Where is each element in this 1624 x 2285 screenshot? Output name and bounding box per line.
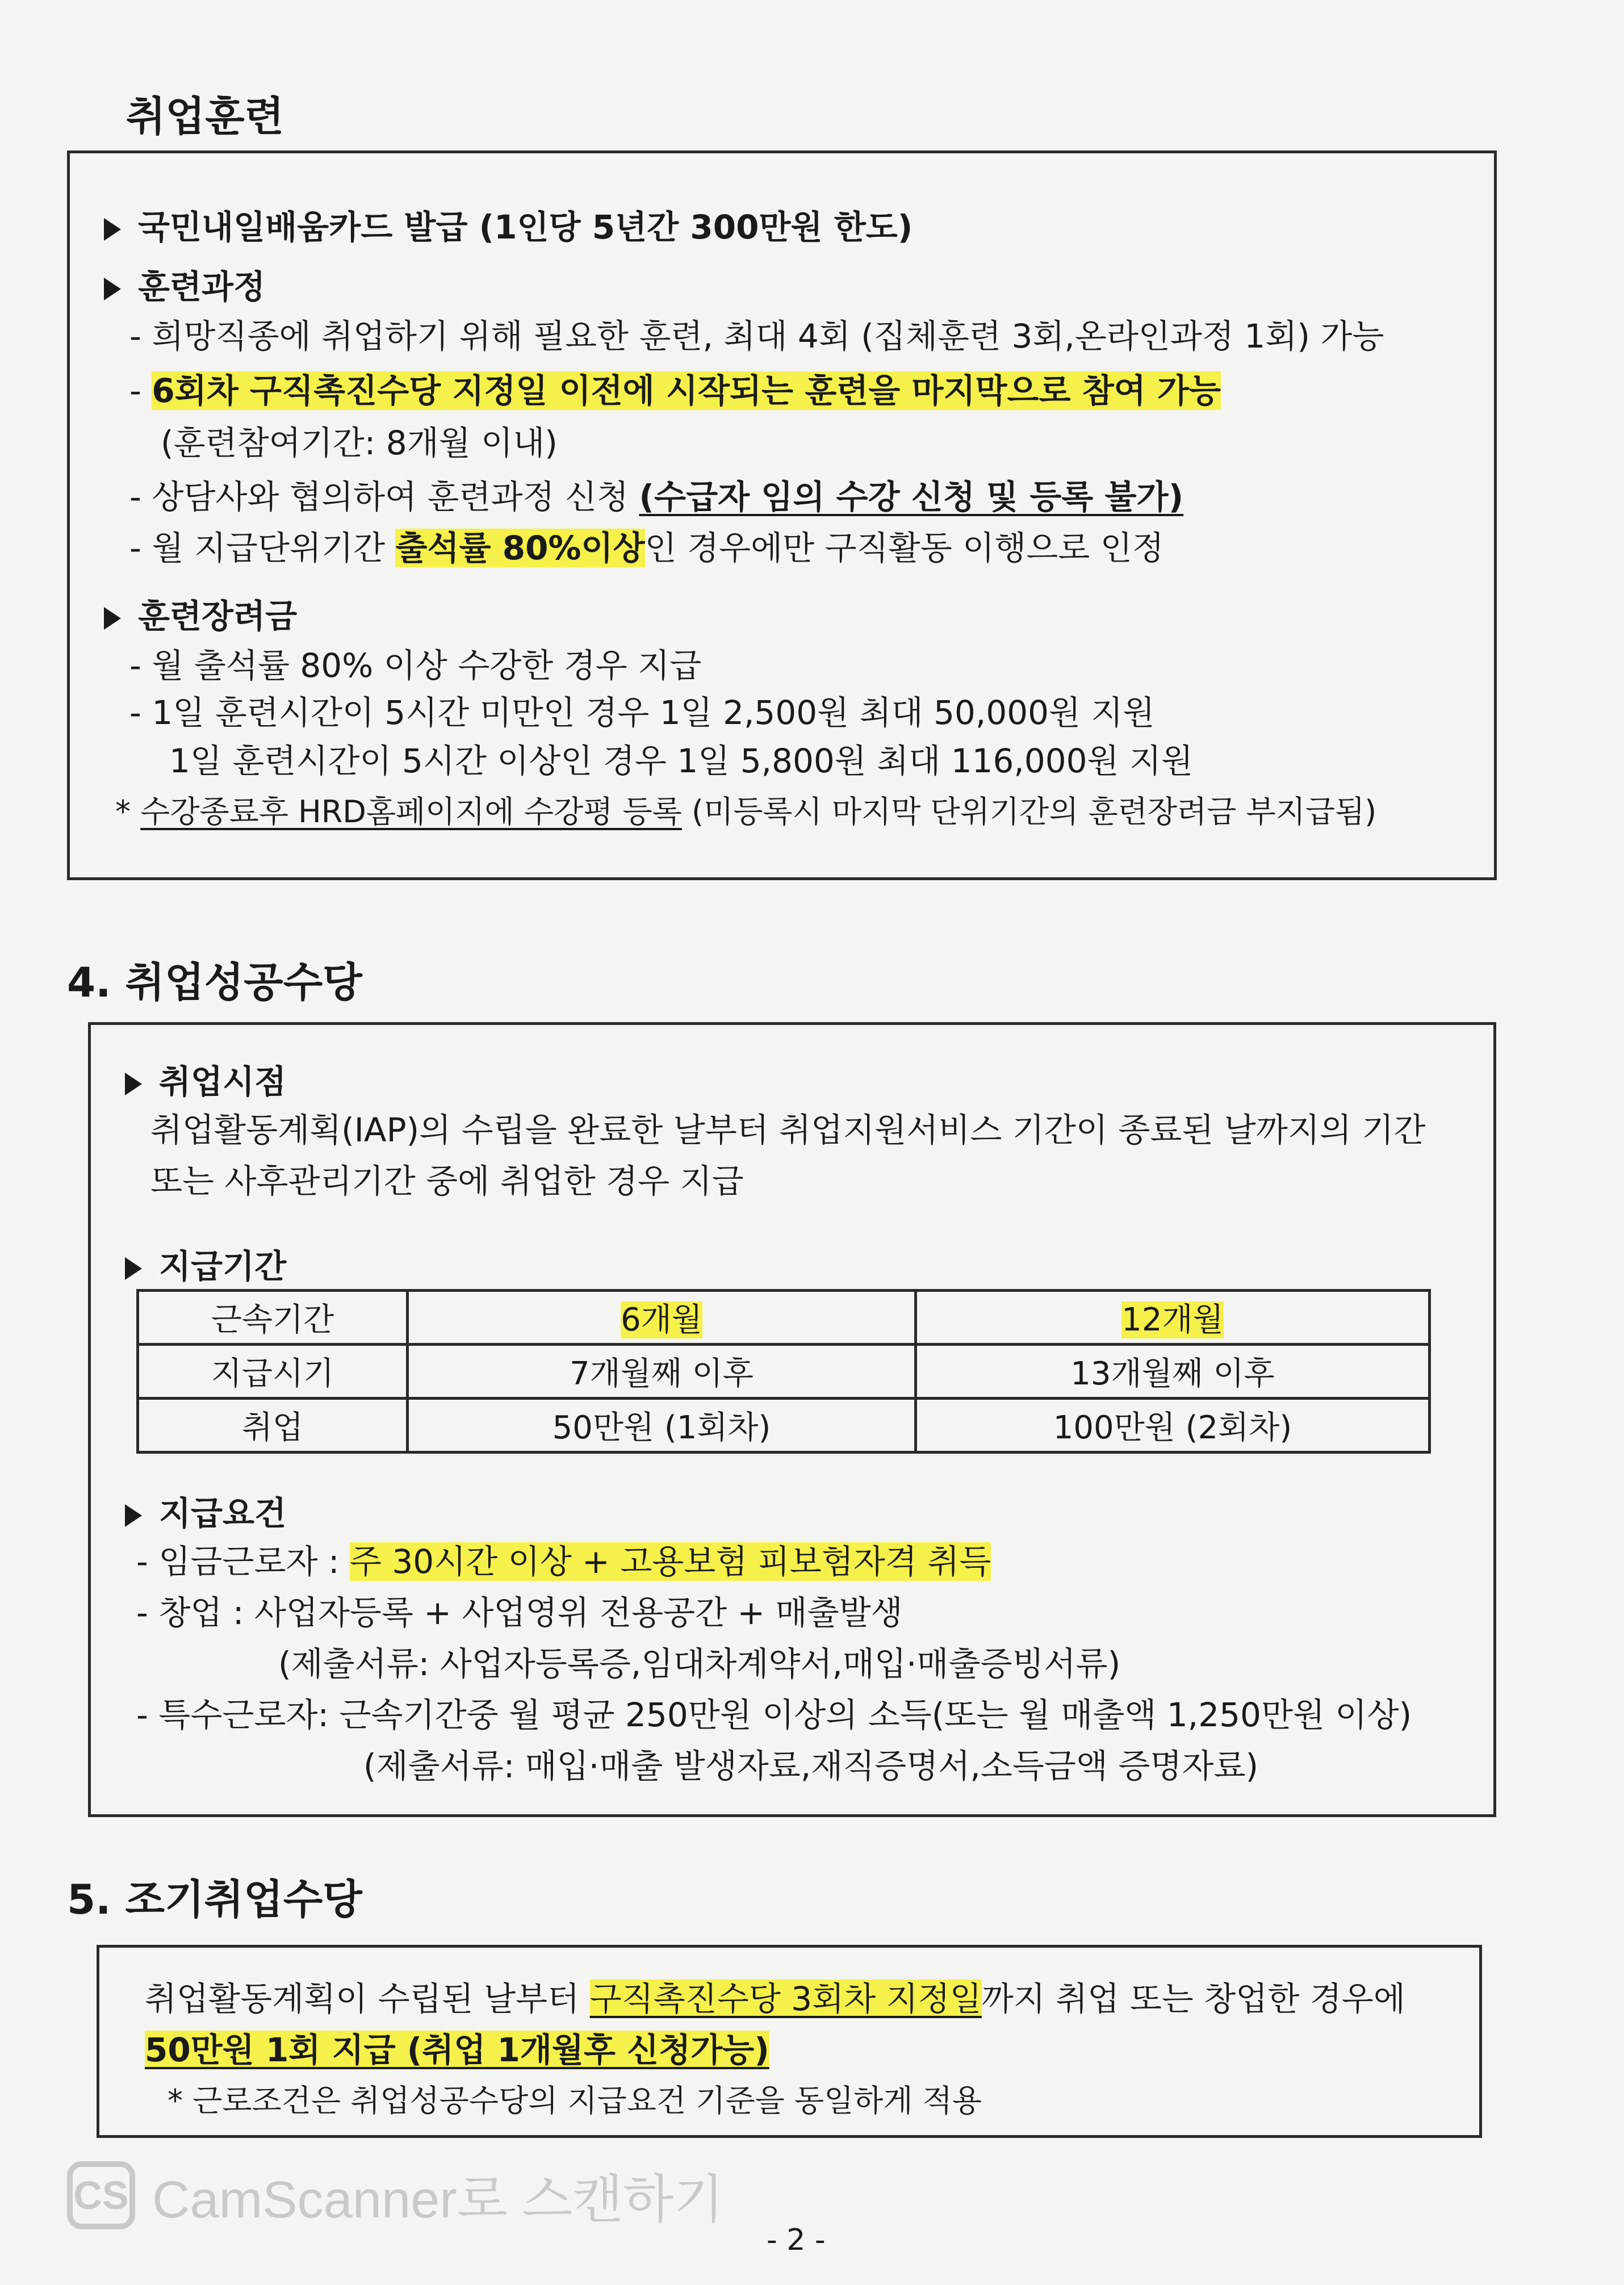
early-note: * 근로조건은 취업성공수당의 지급요건 기준을 동일하게 적용 [168,2083,982,2119]
underline-no-self-enrollment: (수급자 임의 수강 신청 및 등록 불가) [639,478,1184,516]
table-cell: 7개월째 이후 [408,1345,916,1399]
requirement-line-2: - 창업 : 사업자등록 + 사업영위 전용공간 + 매출발생 [136,1593,903,1632]
course-line-1: - 희망직종에 취업하기 위해 필요한 훈련, 최대 4회 (집체훈련 3회,온라인과정 1회) 가능 [129,317,1384,355]
section4-box [88,1022,1496,1817]
section5-box [97,1945,1482,2138]
camscanner-watermark: CS CamScanner로 스캔하기 [67,2158,724,2233]
bullet-triangle-icon [125,1257,142,1280]
highlight-6-months: 6개월 [621,1301,702,1338]
requirement-line-5: (제출서류: 매입·매출 발생자료,재직증명서,소득금액 증명자료) [363,1747,1259,1785]
early-line-2 [145,2027,769,2073]
section3-title: 취업훈련 [126,93,284,140]
table-cell: 13개월째 이후 [916,1345,1430,1399]
period-heading: 지급기간 [125,1244,286,1289]
page-number: - 2 - [767,2223,826,2257]
table-row [138,1345,1430,1399]
section3-box [67,150,1497,880]
table-cell [916,1291,1430,1345]
highlight-3rd-payment: 구직촉진수당 3회차 지정일 [589,1980,982,2018]
timing-line-2: 또는 사후관리기간 중에 취업한 경우 지급 [150,1162,744,1200]
requirement-line-3: (제출서류: 사업자등록증,임대차계약서,매입·매출증빙서류) [278,1644,1121,1683]
requirement-heading: 지급요건 [125,1491,286,1536]
bullet-triangle-icon [104,607,121,630]
table-row [138,1399,1430,1453]
course-line-4: - 상담사와 협의하여 훈련과정 신청 (수급자 임의 수강 신청 및 등록 불가) [129,478,1184,516]
allowance-line-3: 1일 훈련시간이 5시간 이상인 경우 1일 5,800원 최대 116,000원 지원 [169,742,1194,780]
payment-table [136,1289,1431,1454]
allowance-line-2: - 1일 훈련시간이 5시간 미만인 경우 1일 2,500원 최대 50,000원 지원 [129,693,1155,732]
requirement-line-4: - 특수근로자: 근속기간중 월 평균 250만원 이상의 소득(또는 월 매출액 1,250만원 이상) [136,1696,1412,1734]
bullet-triangle-icon [125,1504,142,1527]
table-cell [408,1291,916,1345]
table-cell: 100만원 (2회차) [916,1399,1430,1453]
highlight-early-payment: 50만원 1회 지급 (취업 1개월후 신청가능) [145,2031,769,2069]
bullet-triangle-icon [125,1073,142,1095]
section5-title: 5. 조기취업수당 [67,1876,362,1923]
course-line-5: - 월 지급단위기간 출석률 80%이상인 경우에만 구직활동 이행으로 인정 [129,529,1164,567]
table-cell: 50만원 (1회차) [408,1399,916,1453]
camscanner-logo-icon: CS [67,2161,135,2229]
timing-line-1: 취업활동계획(IAP)의 수립을 완료한 날부터 취업지원서비스 기간이 종료된 날까지의 기간 [150,1111,1426,1149]
table-cell: 취업 [138,1399,408,1453]
allowance-line-1: - 월 출석률 80% 이상 수강한 경우 지급 [129,646,702,685]
timing-heading: 취업시점 [125,1059,286,1104]
highlight-course-deadline: 6회차 구직촉진수당 지정일 이전에 시작되는 훈련을 마지막으로 참여 가능 [152,371,1221,410]
section4-title: 4. 취업성공수당 [67,959,362,1006]
early-line-1: 취업활동계획이 수립된 날부터 구직촉진수당 3회차 지정일까지 취업 또는 창업한 경우에 [145,1980,1405,2018]
highlight-wage-worker: 주 30시간 이상 + 고용보험 피보험자격 취득 [349,1542,991,1581]
bullet-triangle-icon [104,278,121,300]
course-line-2: - 6회차 구직촉진수당 지정일 이전에 시작되는 훈련을 마지막으로 참여 가능 [129,371,1221,410]
review-note: * 수강종료후 HRD홈페이지에 수강평 등록 (미등록시 마지막 단위기간의 훈련장려금 부지급됨) [115,794,1377,830]
card-item: 국민내일배움카드 발급 (1인당 5년간 300만원 한도) [104,204,913,250]
table-cell: 근속기간 [138,1291,408,1345]
table-header-row [138,1291,1430,1345]
underline-review-registration: 수강종료후 HRD홈페이지에 수강평 등록 [140,794,682,830]
course-line-3: (훈련참여기간: 8개월 이내) [161,424,558,462]
allowance-heading: 훈련장려금 [104,593,297,639]
highlight-attendance: 출석률 80%이상 [395,529,645,567]
course-heading: 훈련과정 [104,264,265,309]
table-cell: 지급시기 [138,1345,408,1399]
requirement-line-1: - 임금근로자 : 주 30시간 이상 + 고용보험 피보험자격 취득 [136,1542,991,1581]
highlight-12-months: 12개월 [1121,1301,1224,1338]
bullet-triangle-icon [104,218,121,241]
